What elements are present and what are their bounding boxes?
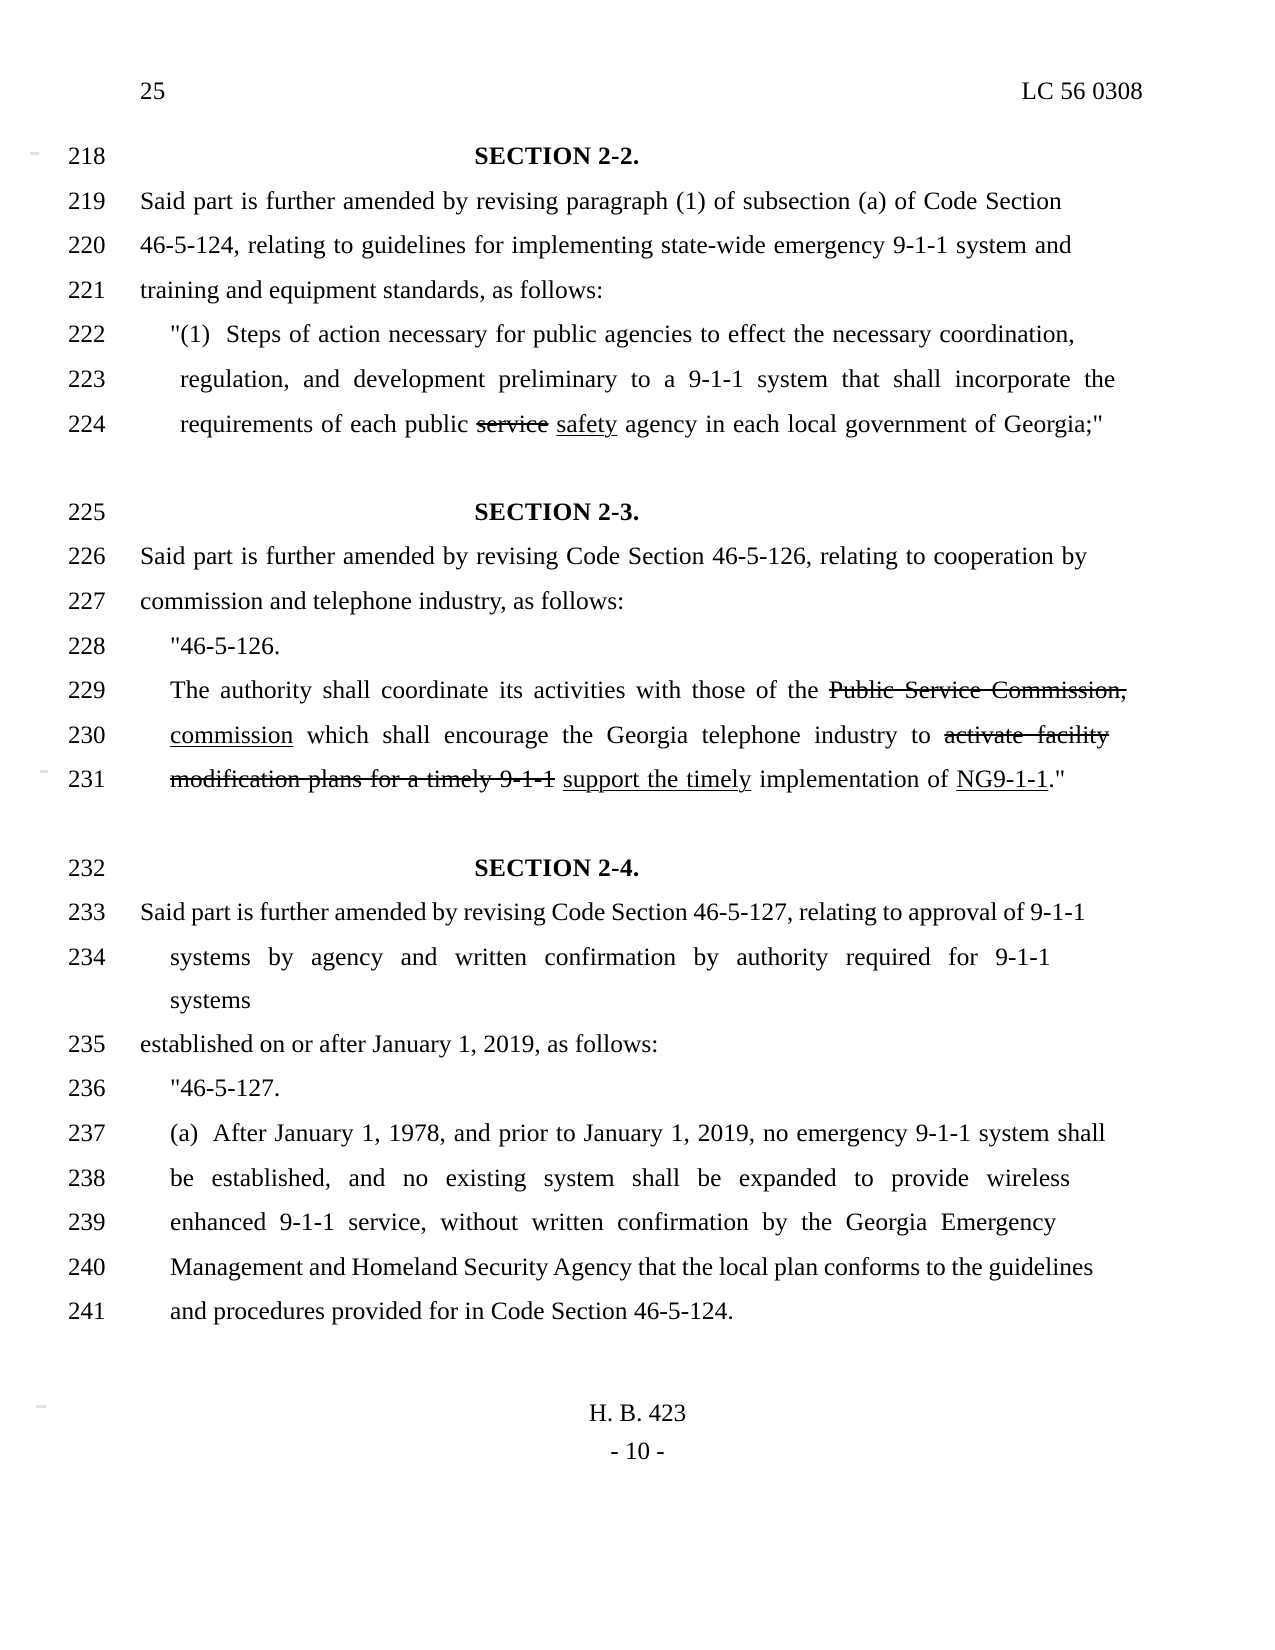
page-footer xyxy=(0,1395,1275,1471)
line-text-segment: implementation of xyxy=(751,764,957,794)
section-heading: SECTION 2-2. xyxy=(474,141,640,170)
document-line xyxy=(62,1156,1142,1201)
line-number: 239 xyxy=(68,1209,106,1237)
line-text: commission and telephone industry, as follows: xyxy=(140,585,625,615)
line-text-segment xyxy=(555,764,563,793)
line-number: 236 xyxy=(68,1075,106,1103)
line-number: 219 xyxy=(68,187,106,215)
line-text: Said part is further amended by revising Code Section 46-5-126, relating to cooperation by xyxy=(140,541,1088,571)
line-text: "46-5-126. xyxy=(170,630,281,660)
line-text-segment: ." xyxy=(1048,764,1066,794)
document-line xyxy=(62,223,1142,268)
document-line xyxy=(62,846,1142,891)
inserted-text: commission xyxy=(170,719,294,749)
line-text: training and equipment standards, as follows: xyxy=(140,274,604,304)
line-text: be established, and no existing system shall be expanded to provide wireless xyxy=(170,1162,1070,1192)
inserted-text: NG9-1-1 xyxy=(956,764,1049,794)
document-line xyxy=(62,134,1142,179)
deleted-text: service xyxy=(476,408,549,438)
deleted-text: Public Service Commission, xyxy=(828,675,1127,705)
page-header xyxy=(140,78,1143,106)
document-line xyxy=(62,179,1142,224)
line-text: "46-5-127. xyxy=(170,1073,281,1103)
document-line xyxy=(62,1289,1142,1334)
line-number: 227 xyxy=(68,587,106,615)
line-text: 46-5-124, relating to guidelines for implementing state-wide emergency 9-1-1 system and xyxy=(140,230,1072,260)
line-text: established on or after January 1, 2019, as follows: xyxy=(140,1028,659,1058)
document-line xyxy=(62,579,1142,624)
line-number: 238 xyxy=(68,1164,106,1192)
document-line xyxy=(62,490,1142,535)
scan-artifact xyxy=(30,152,39,155)
amended-line-text xyxy=(140,713,1142,757)
line-number: 229 xyxy=(68,677,106,705)
amended-line-text xyxy=(140,668,1142,712)
line-text-segment: requirements of each public xyxy=(180,408,477,438)
header-page-number: 25 xyxy=(140,78,166,105)
line-text: "(1) Steps of action necessary for public agencies to effect the necessary coordination, xyxy=(170,319,1075,349)
line-number: 223 xyxy=(68,365,106,393)
line-number: 221 xyxy=(68,276,106,304)
line-number: 237 xyxy=(68,1120,106,1148)
line-text: Management and Homeland Security Agency that the local plan conforms to the guidelines xyxy=(170,1251,1094,1281)
footer-bill-number: H. B. 423 xyxy=(588,1400,687,1427)
inserted-text: safety xyxy=(556,408,618,438)
line-text: enhanced 9-1-1 service, without written confirmation by the Georgia Emergency xyxy=(170,1207,1057,1237)
line-number: 232 xyxy=(68,854,106,882)
line-text-segment: The authority shall coordinate its activities with those of the xyxy=(170,675,829,705)
line-number: 220 xyxy=(68,232,106,260)
document-line xyxy=(62,1245,1142,1290)
section-heading: SECTION 2-4. xyxy=(474,852,640,882)
line-number: 231 xyxy=(68,766,106,794)
line-number: 241 xyxy=(68,1298,106,1326)
document-line xyxy=(62,1200,1142,1245)
blank-line xyxy=(62,802,1142,846)
amended-line-text xyxy=(140,757,1142,801)
line-number: 222 xyxy=(68,321,106,349)
line-number: 226 xyxy=(68,543,106,571)
deleted-text: modification plans for a timely 9-1-1 xyxy=(170,764,555,794)
blank-line xyxy=(62,446,1142,490)
document-body xyxy=(62,134,1142,1334)
line-number: 225 xyxy=(68,498,106,526)
line-number: 235 xyxy=(68,1030,106,1058)
document-line xyxy=(62,1022,1142,1067)
document-line xyxy=(62,624,1142,669)
line-number: 240 xyxy=(68,1253,106,1281)
line-number: 234 xyxy=(68,943,106,971)
document-line xyxy=(62,890,1142,935)
line-text-segment: which shall encourage the Georgia telephone industry to xyxy=(293,719,945,749)
document-line xyxy=(62,757,1142,802)
footer-page-number: - 10 - xyxy=(610,1438,665,1465)
section-heading: SECTION 2-3. xyxy=(474,496,640,526)
document-line xyxy=(62,1111,1142,1156)
line-number: 230 xyxy=(68,721,106,749)
line-number: 233 xyxy=(68,899,106,927)
amended-line-text xyxy=(140,402,1142,446)
document-line xyxy=(62,402,1142,447)
line-text: Said part is further amended by revising Code Section 46-5-127, relating to approval of 9-1-1 xyxy=(140,897,1086,927)
document-line xyxy=(62,357,1142,402)
line-text: and procedures provided for in Code Section 46-5-124. xyxy=(170,1296,734,1326)
document-line xyxy=(62,713,1142,758)
inserted-text: support the timely xyxy=(562,764,752,794)
scan-artifact xyxy=(40,770,48,773)
line-number: 218 xyxy=(68,143,106,170)
document-line xyxy=(62,935,1142,1022)
document-line xyxy=(62,1066,1142,1111)
line-text: regulation, and development preliminary to a 9-1-1 system that shall incorporate the xyxy=(180,363,1116,393)
line-number: 228 xyxy=(68,632,106,660)
line-number: 224 xyxy=(68,410,106,438)
line-text: Said part is further amended by revising paragraph (1) of subsection (a) of Code Section xyxy=(140,185,1062,215)
line-text: (a) After January 1, 1978, and prior to January 1, 2019, no emergency 9-1-1 system shall xyxy=(170,1118,1106,1148)
document-line xyxy=(62,268,1142,313)
document-line xyxy=(62,312,1142,357)
deleted-text: activate facility xyxy=(944,719,1110,749)
header-document-id: LC 56 0308 xyxy=(1021,78,1143,105)
line-text: systems by agency and written confirmation by authority required for 9-1-1 systems xyxy=(170,941,1068,1015)
document-line xyxy=(62,668,1142,713)
line-text-segment: agency in each local government of Georgia;" xyxy=(617,408,1103,438)
document-line xyxy=(62,534,1142,579)
